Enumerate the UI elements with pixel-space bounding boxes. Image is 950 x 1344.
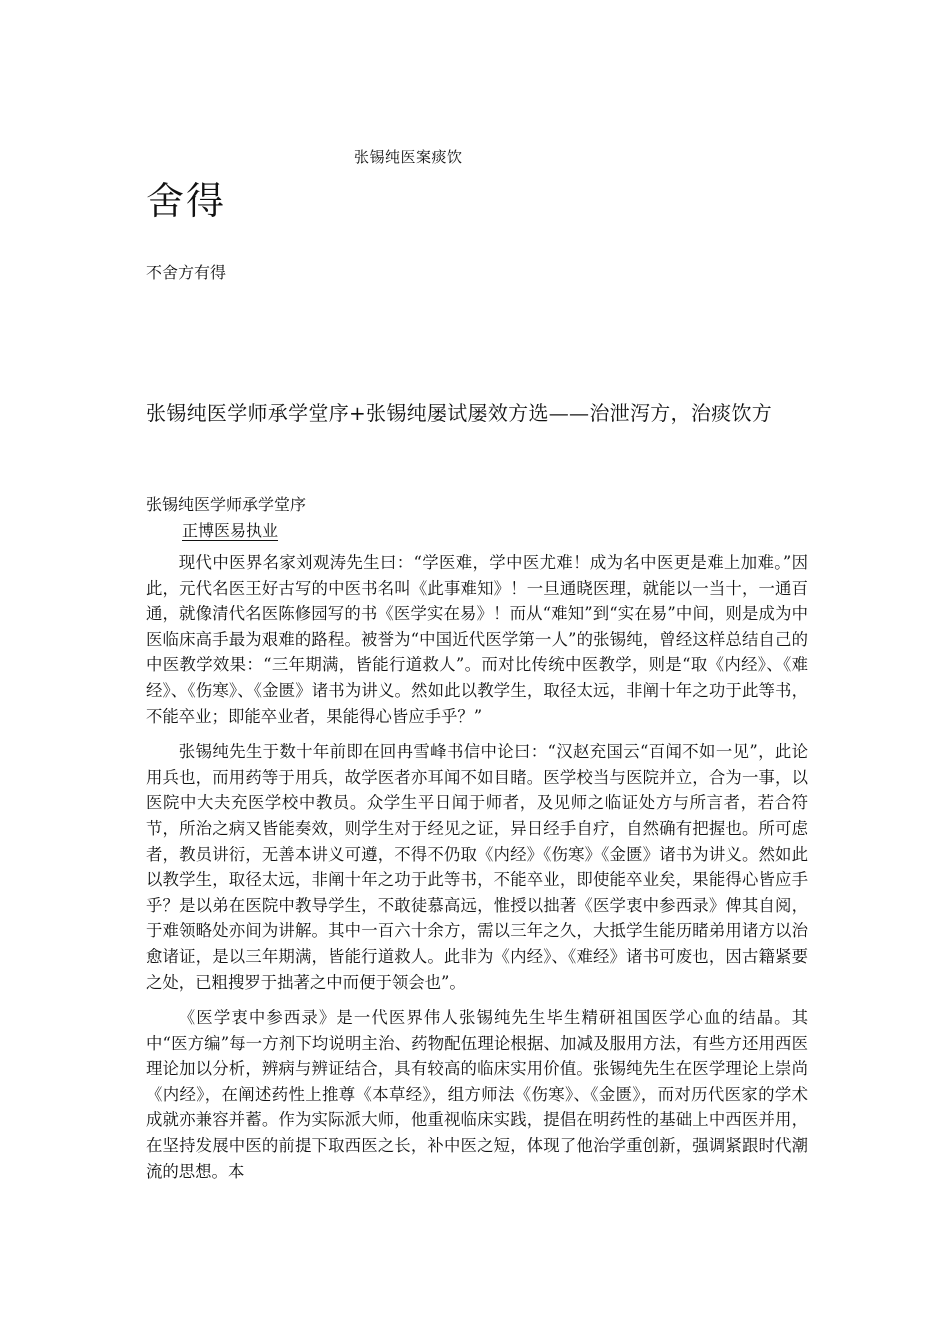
paragraph-2: 张锡纯先生于数十年前即在回冉雪峰书信中论曰：“汉赵充国云“百闻不如一见”，此论用兵也，而用药等于用兵，故学医者亦耳闻不如目睹。医学校当与医院并立，合为一事，以医院中大夫充医学校中教员。众学生平日闻于师者，及见师之临证处方与所言者，若合符节，所治之病又皆能奏效，则学生对于经见之证，异日经手自疗，自然确有把握也。所可虑者，教员讲衍，无善本讲义可遵，不得不仍取《内经》《伤寒》《金匮》诸书为讲义。然如此以教学生，取径太远，非阐十年之功于此等书，不能卒业，即使能卒业矣，果能得心皆应手乎？是以弟在医院中教导学生，不敢徒慕高远，惟授以拙著《医学衷中参西录》俾其自阅，于难领略处亦间为讲解。其中一百六十余方，需以三年之久，大抵学生能历睹弟用诸方以治愈诸证，是以三年期满，皆能行道救人。此非为《内经》、《难经》诸书可废也，因古籍紧要之处，已粗搜罗于拙著之中而便于领会也”。 xyxy=(146,742,808,992)
big-title: 舍得 xyxy=(146,179,227,223)
body-text xyxy=(146,550,808,1194)
article-title: 张锡纯医学师承学堂序+张锡纯屡试屡效方选——治泄泻方，治痰饮方 xyxy=(146,401,773,425)
paragraph-3: 《医学衷中参西录》是一代医界伟人张锡纯先生毕生精研祖国医学心血的结晶。其中“医方编”每一方剂下均说明主治、药物配伍理论根据、加减及服用方法，有些方还用西医理论加以分析，辨病与辨证结合，具有较高的临床实用价值。张锡纯先生在医学理论上崇尚《内经》，在阐述药性上推尊《本草经》，组方师法《伤寒》、《金匮》，而对历代医家的学术成就亦兼容并蓄。作为实际派大师，他重视临床实践，提倡在明药性的基础上中西医并用，在坚持发展中医的前提下取西医之长，补中医之短，体现了他治学重创新，强调紧跟时代潮流的思想。本 xyxy=(146,1008,808,1181)
subtitle: 不舍方有得 xyxy=(146,263,227,282)
section-subtitle: 正博医易执业 xyxy=(182,521,279,540)
section-title: 张锡纯医学师承学堂序 xyxy=(146,495,307,514)
paragraph-1: 现代中医界名家刘观涛先生曰：“学医难，学中医尤难！成为名中医更是难上加难。”因此，元代名医王好古写的中医书名叫《此事难知》！一旦通晓医理，就能以一当十，一通百通，就像清代名医陈修园写的书《医学实在易》！而从“难知”到“实在易”中间，则是成为中医临床高手最为艰难的路程。被誉为“中国近代医学第一人”的张锡纯，曾经这样总结自己的中医教学效果：“三年期满，皆能行道救人”。而对比传统中医教学，则是“取《内经》、《难经》、《伤寒》、《金匮》诸书为讲义。然如此以教学生，取径太远，非阐十年之功于此等书，不能卒业；即能卒业者，果能得心皆应手乎？” xyxy=(146,553,808,726)
header-title: 张锡纯医案痰饮 xyxy=(354,148,463,166)
